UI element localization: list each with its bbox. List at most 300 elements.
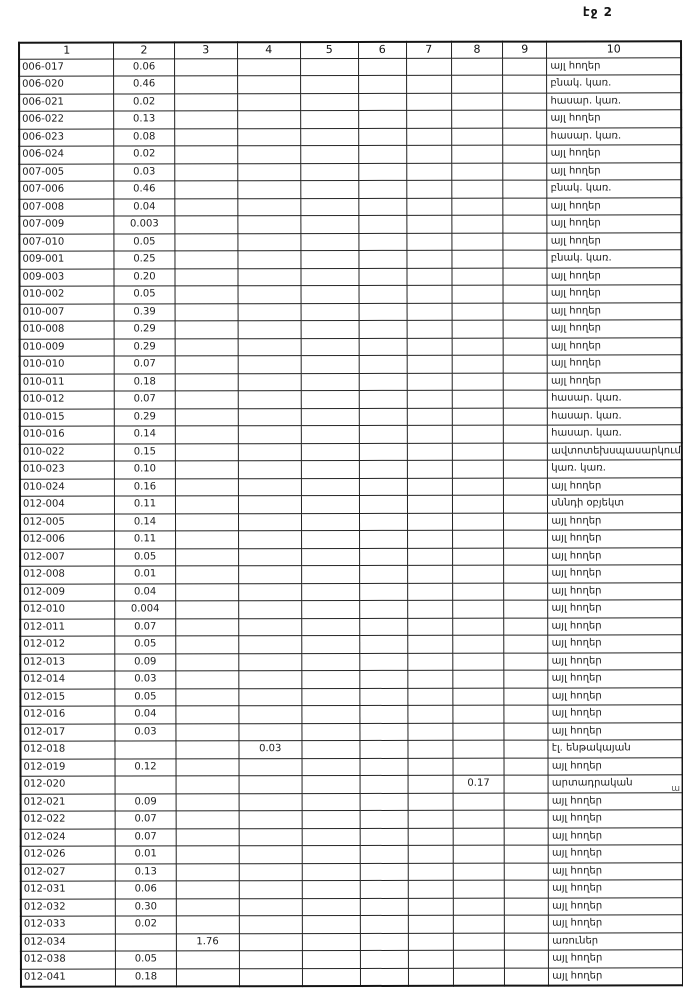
area-value-cell <box>239 758 302 776</box>
table-row <box>20 512 682 531</box>
area-value-cell <box>115 776 175 794</box>
table-row <box>19 215 681 234</box>
area-value-cell <box>504 705 548 723</box>
area-value-cell <box>452 530 503 548</box>
margin-note: ա <box>671 784 680 794</box>
area-value-cell <box>359 513 407 531</box>
area-value-cell <box>302 968 360 986</box>
area-value-cell <box>504 530 548 548</box>
area-value-cell <box>359 670 407 688</box>
column-header: 4 <box>237 42 300 58</box>
area-value-cell <box>451 110 502 128</box>
column-header: 8 <box>451 42 502 58</box>
area-value-cell <box>503 425 547 443</box>
area-value-cell: 0.29 <box>114 338 174 356</box>
area-value-cell <box>453 758 504 776</box>
area-value-cell <box>359 460 407 478</box>
area-value-cell <box>175 478 238 496</box>
table-row <box>19 232 681 251</box>
area-value-cell <box>359 233 407 251</box>
land-use-cell: այլ հողեր <box>548 547 682 565</box>
area-value-cell <box>301 443 359 461</box>
table-row <box>21 880 683 899</box>
table-row <box>20 722 682 741</box>
land-use-cell: առուներ <box>549 932 683 950</box>
area-value-cell <box>504 863 548 881</box>
area-value-cell <box>406 180 451 198</box>
land-use-cell: այլ հողեր <box>548 687 682 705</box>
table-row <box>21 810 683 829</box>
area-value-cell <box>504 670 548 688</box>
land-use-cell: այլ հողեր <box>548 827 682 845</box>
land-use-cell: հասար. կառ. <box>547 92 681 110</box>
land-use-cell: այլ հողեր <box>547 57 681 75</box>
land-use-cell: այլ հողեր <box>548 810 682 828</box>
parcel-code-cell: 012-016 <box>20 706 115 724</box>
area-value-cell <box>302 670 360 688</box>
area-value-cell <box>239 933 302 951</box>
cadastre-table <box>18 40 683 987</box>
column-header: 10 <box>547 41 681 57</box>
area-value-cell <box>301 583 359 601</box>
area-value-cell <box>301 180 359 198</box>
area-value-cell <box>238 636 301 654</box>
area-value-cell <box>174 111 237 129</box>
parcel-code-cell: 012-019 <box>21 758 116 776</box>
parcel-code-cell: 012-007 <box>20 548 115 566</box>
area-value-cell <box>408 705 453 723</box>
parcel-code-cell: 012-034 <box>21 933 116 951</box>
area-value-cell <box>301 390 359 408</box>
area-value-cell: 0.13 <box>116 863 176 881</box>
area-value-cell <box>302 845 360 863</box>
area-value-cell <box>238 461 301 479</box>
table-row <box>20 442 682 461</box>
area-value-cell <box>238 478 301 496</box>
area-value-cell <box>175 216 238 234</box>
area-value-cell <box>301 425 359 443</box>
area-value-cell: 1.76 <box>176 933 239 951</box>
parcel-code-cell: 012-027 <box>21 863 116 881</box>
area-value-cell <box>239 828 302 846</box>
column-header: 3 <box>174 42 237 58</box>
table-row <box>20 495 682 514</box>
area-value-cell <box>358 128 406 146</box>
table-row <box>21 915 683 934</box>
area-value-cell <box>359 285 407 303</box>
area-value-cell <box>406 145 451 163</box>
area-value-cell <box>503 128 547 146</box>
area-value-cell <box>408 793 453 811</box>
area-value-cell <box>359 653 407 671</box>
area-value-cell <box>503 163 547 181</box>
area-value-cell <box>503 180 547 198</box>
land-use-cell: ավտոտեխսպասարկում <box>548 442 682 460</box>
area-value-cell <box>503 75 547 93</box>
area-value-cell <box>302 880 360 898</box>
area-value-cell <box>504 548 548 566</box>
area-value-cell <box>301 320 359 338</box>
area-value-cell <box>452 233 503 251</box>
area-value-cell <box>115 741 175 759</box>
area-value-cell <box>407 338 452 356</box>
parcel-code-cell: 010-012 <box>20 391 115 409</box>
area-value-cell: 0.04 <box>115 583 175 601</box>
area-value-cell <box>452 583 503 601</box>
area-value-cell: 0.02 <box>114 93 174 111</box>
area-value-cell <box>407 303 452 321</box>
area-value-cell <box>360 775 408 793</box>
area-value-cell <box>452 128 503 146</box>
parcel-code-cell: 012-005 <box>20 513 115 531</box>
parcel-code-cell: 012-031 <box>21 881 116 899</box>
area-value-cell <box>452 408 503 426</box>
area-value-cell <box>238 373 301 391</box>
area-value-cell <box>239 846 302 864</box>
area-value-cell <box>408 723 453 741</box>
area-value-cell <box>503 93 547 111</box>
parcel-code-cell: 010-022 <box>20 443 115 461</box>
area-value-cell <box>175 443 238 461</box>
area-value-cell <box>175 391 238 409</box>
land-use-cell: այլ հողեր <box>548 652 682 670</box>
area-value-cell <box>239 898 302 916</box>
area-value-cell <box>175 251 238 269</box>
area-value-cell <box>408 670 453 688</box>
area-value-cell: 0.04 <box>115 706 175 724</box>
area-value-cell <box>360 723 408 741</box>
area-value-cell <box>302 863 360 881</box>
area-value-cell <box>452 355 503 373</box>
parcel-code-cell: 012-024 <box>21 828 116 846</box>
area-value-cell <box>359 443 407 461</box>
area-value-cell <box>452 565 503 583</box>
table-row <box>21 897 683 916</box>
area-value-cell <box>300 58 358 76</box>
area-value-cell <box>452 495 503 513</box>
area-value-cell <box>300 75 358 93</box>
area-value-cell <box>175 601 238 619</box>
area-value-cell <box>408 740 453 758</box>
table-row <box>19 127 681 146</box>
area-value-cell <box>176 723 239 741</box>
land-use-cell: բնակ. կառ. <box>547 250 681 268</box>
table-row <box>20 687 682 706</box>
parcel-code-cell: 010-009 <box>20 338 115 356</box>
header-row <box>19 41 681 58</box>
area-value-cell <box>176 916 239 934</box>
area-value-cell <box>238 443 301 461</box>
table-row <box>21 827 683 846</box>
parcel-code-cell: 012-041 <box>21 968 116 986</box>
land-use-cell: այլ հողեր <box>549 967 683 985</box>
area-value-cell <box>175 653 238 671</box>
area-value-cell <box>237 93 300 111</box>
area-value-cell: 0.05 <box>114 286 174 304</box>
table-row <box>20 547 682 566</box>
parcel-code-cell: 007-005 <box>19 163 114 181</box>
land-use-cell: այլ հողեր <box>547 197 681 215</box>
area-value-cell: 0.14 <box>115 426 175 444</box>
area-value-cell <box>453 740 504 758</box>
area-value-cell <box>238 321 301 339</box>
table-row <box>20 477 682 496</box>
area-value-cell <box>453 828 504 846</box>
area-value-cell <box>360 828 408 846</box>
area-value-cell <box>174 198 237 216</box>
area-value-cell <box>452 303 503 321</box>
area-value-cell <box>408 845 453 863</box>
area-value-cell <box>238 601 301 619</box>
area-value-cell <box>175 461 238 479</box>
parcel-code-cell: 012-017 <box>20 723 115 741</box>
area-value-cell <box>503 250 547 268</box>
area-value-cell: 0.05 <box>116 951 176 969</box>
land-use-cell: այլ հողեր <box>548 635 682 653</box>
area-value-cell <box>239 951 302 969</box>
land-use-cell: այլ հողեր <box>549 915 683 933</box>
area-value-cell <box>451 58 502 76</box>
area-value-cell <box>503 303 547 321</box>
land-use-cell: այլ հողեր <box>549 880 683 898</box>
table-row <box>19 162 681 181</box>
area-value-cell: 0.12 <box>115 758 175 776</box>
area-value-cell <box>301 548 359 566</box>
land-use-cell: այլ հողեր <box>549 862 683 880</box>
area-value-cell <box>503 285 547 303</box>
area-value-cell <box>360 863 408 881</box>
table-row <box>19 75 681 94</box>
table-row <box>21 950 683 969</box>
area-value-cell <box>176 758 239 776</box>
area-value-cell <box>175 373 238 391</box>
area-value-cell <box>407 443 452 461</box>
area-value-cell <box>116 933 176 951</box>
area-value-cell <box>453 670 504 688</box>
area-value-cell <box>301 565 359 583</box>
area-value-cell <box>237 146 300 164</box>
area-value-cell <box>406 93 451 111</box>
area-value-cell <box>175 688 238 706</box>
land-use-cell: այլ հողեր <box>548 670 682 688</box>
area-value-cell <box>174 181 237 199</box>
parcel-code-cell: 012-010 <box>20 601 115 619</box>
area-value-cell: 0.09 <box>115 793 175 811</box>
area-value-cell <box>301 163 359 181</box>
land-use-cell: հասար. կառ. <box>548 390 682 408</box>
land-use-cell: արտադրական <box>548 775 682 793</box>
column-header: 1 <box>19 42 114 58</box>
parcel-code-cell: 010-015 <box>20 408 115 426</box>
area-value-cell <box>302 950 360 968</box>
area-value-cell <box>503 390 547 408</box>
area-value-cell <box>504 443 548 461</box>
area-value-cell <box>176 951 239 969</box>
area-value-cell <box>360 968 408 986</box>
parcel-code-cell: 006-020 <box>19 76 114 94</box>
area-value-cell <box>358 180 406 198</box>
column-header: 9 <box>503 42 547 58</box>
table-row <box>21 757 683 776</box>
area-value-cell: 0.46 <box>114 76 174 94</box>
area-value-cell <box>407 285 452 303</box>
area-value-cell <box>238 286 301 304</box>
area-value-cell <box>302 933 360 951</box>
area-value-cell <box>453 723 504 741</box>
area-value-cell <box>301 460 359 478</box>
area-value-cell <box>504 793 548 811</box>
land-use-cell: այլ հողեր <box>548 617 682 635</box>
area-value-cell <box>504 810 548 828</box>
area-value-cell: 0.05 <box>115 636 175 654</box>
area-value-cell <box>504 688 548 706</box>
area-value-cell <box>504 618 548 636</box>
area-value-cell <box>239 776 302 794</box>
area-value-cell: 0.25 <box>114 251 174 269</box>
area-value-cell <box>175 531 238 549</box>
area-value-cell <box>238 408 301 426</box>
area-value-cell <box>406 163 451 181</box>
area-value-cell <box>504 583 548 601</box>
area-value-cell <box>504 915 548 933</box>
area-value-cell <box>238 181 301 199</box>
area-value-cell <box>301 618 359 636</box>
area-value-cell: 0.13 <box>114 111 174 129</box>
table-row <box>20 285 682 304</box>
land-use-cell: բնակ. կառ. <box>547 75 681 93</box>
area-value-cell <box>239 968 302 986</box>
area-value-cell <box>359 688 407 706</box>
area-value-cell: 0.06 <box>114 58 174 76</box>
area-value-cell <box>358 75 406 93</box>
parcel-code-cell: 012-018 <box>20 741 115 759</box>
area-value-cell <box>300 93 358 111</box>
area-value-cell <box>302 775 360 793</box>
area-value-cell <box>359 425 407 443</box>
area-value-cell: 0.20 <box>114 268 174 286</box>
land-use-cell: այլ հողեր <box>547 285 681 303</box>
area-value-cell <box>175 408 238 426</box>
area-value-cell <box>452 145 503 163</box>
area-value-cell <box>238 513 301 531</box>
table-row <box>20 320 682 339</box>
area-value-cell <box>452 198 503 216</box>
area-value-cell: 0.09 <box>115 653 175 671</box>
area-value-cell <box>505 933 549 951</box>
area-value-cell <box>302 740 360 758</box>
area-value-cell <box>358 145 406 163</box>
area-value-cell <box>453 880 504 898</box>
area-value-cell <box>407 215 452 233</box>
area-value-cell <box>407 233 452 251</box>
area-value-cell <box>359 618 407 636</box>
area-value-cell <box>503 145 547 163</box>
area-value-cell <box>407 653 452 671</box>
parcel-code-cell: 012-008 <box>20 566 115 584</box>
area-value-cell <box>238 391 301 409</box>
area-value-cell <box>407 583 452 601</box>
table-row <box>20 582 682 601</box>
area-value-cell <box>504 880 548 898</box>
area-value-cell <box>452 320 503 338</box>
area-value-cell <box>504 845 548 863</box>
parcel-code-cell: 007-009 <box>19 216 114 234</box>
area-value-cell <box>176 793 239 811</box>
area-value-cell <box>408 688 453 706</box>
table-row <box>19 250 681 269</box>
area-value-cell <box>504 775 548 793</box>
area-value-cell <box>360 950 408 968</box>
area-value-cell <box>239 811 302 829</box>
area-value-cell <box>238 216 301 234</box>
area-value-cell <box>453 950 504 968</box>
area-value-cell <box>503 355 547 373</box>
area-value-cell: 0.08 <box>114 128 174 146</box>
area-value-cell <box>452 285 503 303</box>
area-value-cell <box>407 198 452 216</box>
area-value-cell <box>408 898 453 916</box>
area-value-cell <box>453 968 504 986</box>
area-value-cell <box>239 671 302 689</box>
land-use-cell: այլ հողեր <box>548 757 682 775</box>
area-value-cell <box>238 268 301 286</box>
area-value-cell <box>452 250 503 268</box>
land-use-cell: այլ հողեր <box>548 512 682 530</box>
area-value-cell <box>301 268 359 286</box>
area-value-cell <box>504 740 548 758</box>
area-value-cell: 0.05 <box>115 688 175 706</box>
area-value-cell <box>504 513 548 531</box>
land-use-cell: կառ. կառ. <box>548 460 682 478</box>
area-value-cell <box>300 128 358 146</box>
parcel-code-cell: 012-011 <box>20 618 115 636</box>
area-value-cell <box>452 425 503 443</box>
area-value-cell <box>407 530 452 548</box>
area-value-cell <box>175 636 238 654</box>
area-value-cell <box>359 303 407 321</box>
area-value-cell <box>239 863 302 881</box>
area-value-cell: 0.29 <box>115 408 175 426</box>
area-value-cell <box>359 408 407 426</box>
area-value-cell <box>237 111 300 129</box>
area-value-cell <box>407 320 452 338</box>
table-row <box>21 932 683 951</box>
parcel-code-cell: 006-024 <box>19 146 114 164</box>
area-value-cell <box>238 338 301 356</box>
area-value-cell <box>407 408 452 426</box>
area-value-cell <box>176 968 239 986</box>
area-value-cell <box>408 880 453 898</box>
area-value-cell <box>301 355 359 373</box>
area-value-cell <box>302 810 360 828</box>
area-value-cell <box>176 776 239 794</box>
area-value-cell <box>504 758 548 776</box>
area-value-cell <box>175 513 238 531</box>
area-value-cell <box>239 706 302 724</box>
area-value-cell <box>452 478 503 496</box>
area-value-cell <box>175 566 238 584</box>
area-value-cell <box>239 723 302 741</box>
land-use-cell: այլ հողեր <box>548 722 682 740</box>
area-value-cell <box>358 110 406 128</box>
area-value-cell <box>301 338 359 356</box>
area-value-cell <box>358 198 406 216</box>
area-value-cell <box>359 583 407 601</box>
area-value-cell: 0.07 <box>116 828 176 846</box>
parcel-code-cell: 012-015 <box>20 688 115 706</box>
area-value-cell <box>175 303 238 321</box>
area-value-cell <box>174 163 237 181</box>
